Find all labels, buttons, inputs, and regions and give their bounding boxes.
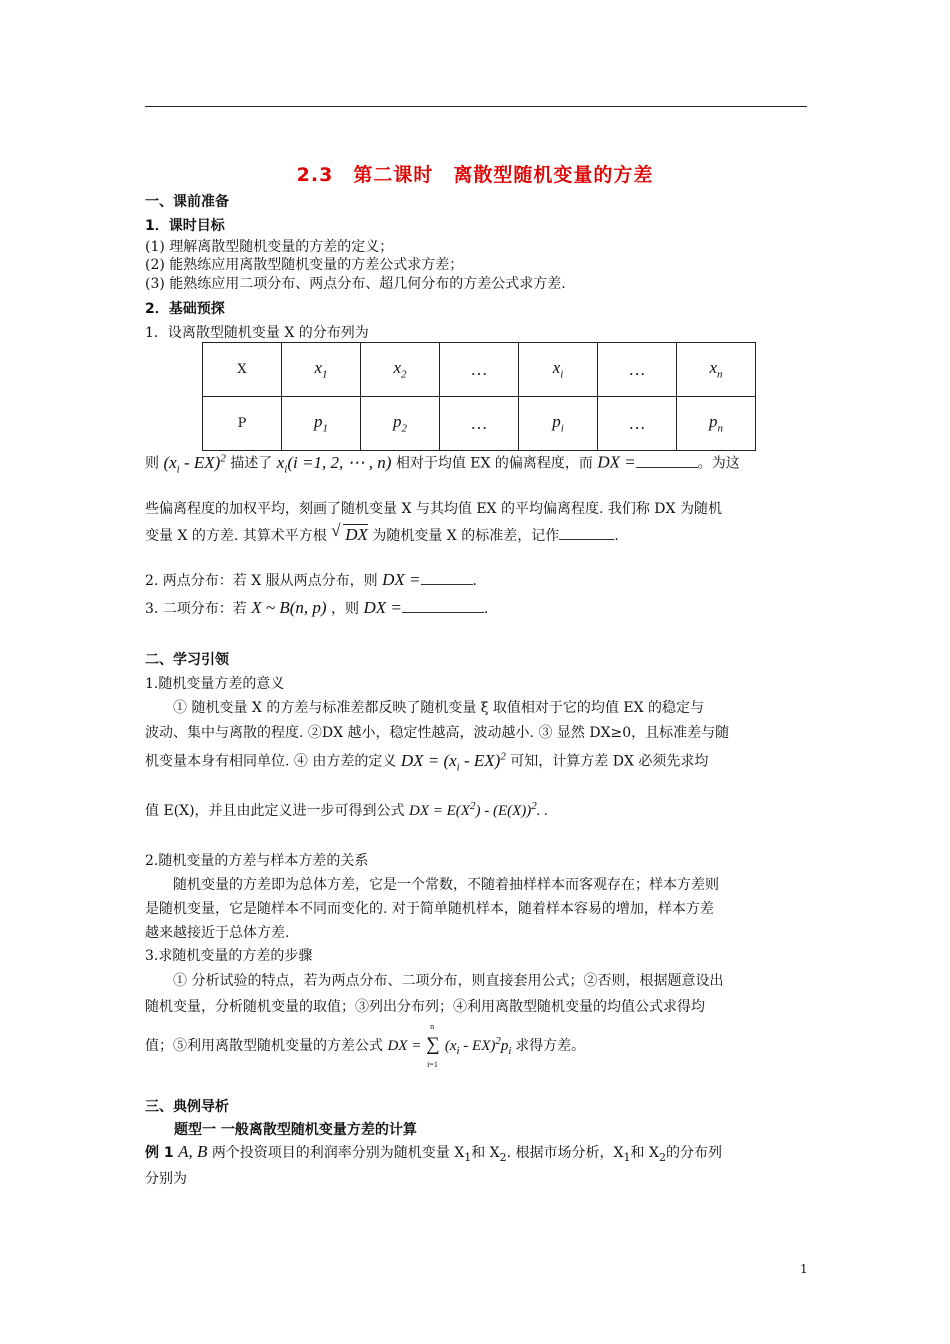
table-cell: $x_n$ — [677, 343, 756, 397]
answer-blank[interactable] — [636, 453, 698, 468]
item-1: 1．设离散型随机变量 X 的分布列为 — [145, 325, 369, 341]
table-cell: $x_i$ — [519, 343, 598, 397]
para-1-line-4: 值 E(X)，并且由此定义进一步可得到公式 DX = $E(X^2) - (E(X))^2$. . — [145, 800, 548, 819]
para-2-line-1: 随机变量的方差即为总体方差，它是一个常数，不随着抽样样本而客观存在；样本方差则 — [173, 877, 719, 893]
basic-heading: 2．基础预探 — [145, 301, 225, 317]
section-3-heading: 三、典例导析 — [145, 1099, 229, 1115]
definition-line-2: 些偏离程度的加权平均，刻画了随机变量 X 与其均值 EX 的平均偏离程度. 我们称 DX 为随机 — [145, 501, 722, 517]
definition-line-3: 变量 X 的方差. 其算术平方根 √ DX 为随机变量 X 的标准差，记作 . — [145, 521, 619, 544]
section-2-heading: 二、学习引领 — [145, 652, 229, 668]
page-number: 1 — [800, 1262, 808, 1276]
distribution-table — [202, 342, 756, 451]
answer-blank[interactable] — [421, 570, 473, 585]
table-cell: $p_i$ — [519, 397, 598, 451]
table-cell: … — [598, 343, 677, 397]
table-row — [203, 397, 756, 451]
table-cell: … — [598, 397, 677, 451]
goal-1: (1) 理解离散型随机变量的方差的定义； — [145, 239, 394, 255]
sub-heading-1: 1.随机变量方差的意义 — [145, 676, 285, 692]
row-label-x: X — [203, 343, 282, 397]
type-1-heading: 题型一 一般离散型随机变量方差的计算 — [174, 1122, 417, 1138]
table-row — [203, 343, 756, 397]
page-title: 2.3 第二课时 离散型随机变量的方差 — [296, 164, 654, 186]
para-3-line-2: 随机变量，分析随机变量的取值；③列出分布列；④利用离散型随机变量的均值公式求得均 — [145, 999, 705, 1015]
table-cell: … — [440, 397, 519, 451]
sub-heading-3: 3.求随机变量的方差的步骤 — [145, 948, 313, 964]
example-1-line-1: 例 1 A, B 两个投资项目的利润率分别为随机变量 $X_1$和 $X_2$. 根据市场分析，$X_1$和 $X_2$的分布列 — [145, 1142, 722, 1164]
answer-blank[interactable] — [559, 525, 614, 540]
table-cell: $p_1$ — [282, 397, 361, 451]
para-1-line-1: ① 随机变量 X 的方差与标准差都反映了随机变量 ξ 取值相对于它的均值 EX 的稳定与 — [173, 700, 705, 716]
answer-blank[interactable] — [402, 598, 484, 613]
goals-heading: 1．课时目标 — [145, 218, 225, 234]
para-1-line-2: 波动、集中与离散的程度. ②DX 越小，稳定性越高，波动越小. ③ 显然 DX≥0，且标准差与随 — [145, 725, 730, 741]
table-cell: $p_2$ — [361, 397, 440, 451]
item-3: 3. 二项分布：若 X ~ B(n, p) ，则 DX = . — [145, 598, 489, 617]
example-1-line-2: 分别为 — [145, 1171, 187, 1187]
definition-line-1: 则 $(x_i - EX)^2$ 描述了 $x_i(i =1$, 2, ⋯ , n) 相对于均值 EX 的偏离程度，而 DX = 。为这 — [145, 452, 740, 476]
para-3-line-1: ① 分析试验的特点，若为两点分布、二项分布，则直接套用公式；②否则，根据题意设出 — [173, 973, 724, 989]
para-3-line-3: 值；⑤利用离散型随机变量的方差公式 DX = n ∑ i=1 $(x_i - EX)^2p_i$ 求得方差。 — [145, 1022, 586, 1069]
sqrt-formula: √ DX — [331, 521, 368, 544]
item-2: 2. 两点分布：若 X 服从两点分布，则 DX = . — [145, 570, 477, 589]
variance-sum-formula: DX = n ∑ i=1 $(x_i - EX)^2p_i$ — [387, 1022, 512, 1069]
goal-2: (2) 能熟练应用离散型随机变量的方差公式求方差； — [145, 257, 464, 273]
table-cell: $p_n$ — [677, 397, 756, 451]
row-label-p: P — [203, 397, 282, 451]
header-rule — [145, 106, 807, 107]
sub-heading-2: 2.随机变量的方差与样本方差的关系 — [145, 853, 369, 869]
para-2-line-3: 越来越接近于总体方差. — [145, 925, 290, 941]
table-cell: … — [440, 343, 519, 397]
para-2-line-2: 是随机变量，它是随样本不同而变化的. 对于简单随机样本，随着样本容易的增加，样本方差 — [145, 901, 714, 917]
table-cell: $x_1$ — [282, 343, 361, 397]
goal-3: (3) 能熟练应用二项分布、两点分布、超几何分布的方差公式求方差. — [145, 276, 566, 292]
para-1-line-3: 机变量本身有相同单位. ④ 由方差的定义 DX = $(x_i - EX)^2$ 可知，计算方差 DX 必须先求均 — [145, 750, 709, 774]
table-cell: $x_2$ — [361, 343, 440, 397]
section-1-heading: 一、课前准备 — [145, 194, 229, 210]
